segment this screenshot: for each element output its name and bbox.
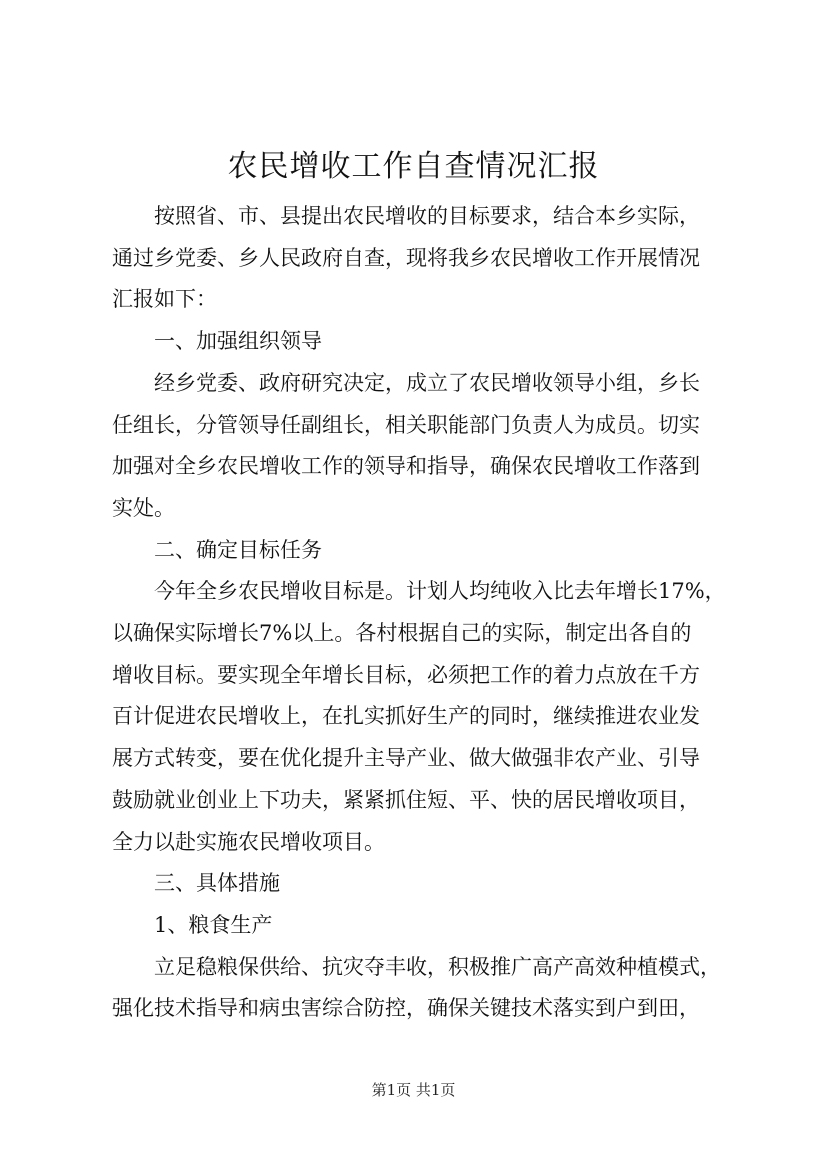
body-line-12: 增收目标。要实现全年增长目标，必须把工作的着力点放在千方 bbox=[112, 662, 700, 687]
subsection-heading-1: 1、粮食生产 bbox=[112, 912, 273, 937]
document-body bbox=[112, 196, 728, 1030]
section-heading-2: 二、确定目标任务 bbox=[112, 537, 322, 562]
body-line-14: 展方式转变，要在优化提升主导产业、做大做强非农产业、引导 bbox=[112, 746, 700, 771]
body-line-1: 按照省、市、县提出农民增收的目标要求，结合本乡实际， bbox=[112, 204, 700, 228]
body-line-16: 全力以赴实施农民增收项目。 bbox=[112, 829, 385, 854]
body-line-5: 经乡党委、政府研究决定，成立了农民增收领导小组，乡长 bbox=[112, 370, 700, 395]
body-line-11: 以确保实际增长7%以上。各村根据自己的实际，制定出各自的 bbox=[112, 621, 692, 646]
body-line-19: 立足稳粮保供给、抗灾夺丰收，积极推广高产高效种植模式， bbox=[112, 954, 721, 979]
section-heading-3: 三、具体措施 bbox=[112, 871, 280, 896]
body-line-3: 汇报如下： bbox=[112, 287, 217, 312]
section-heading-1: 一、加强组织领导 bbox=[112, 329, 322, 354]
body-line-2: 通过乡党委、乡人民政府自查，现将我乡农民增收工作开展情况 bbox=[112, 245, 700, 270]
body-line-7: 加强对全乡农民增收工作的领导和指导，确保农民增收工作落到 bbox=[112, 454, 700, 479]
body-line-8: 实处。 bbox=[112, 495, 175, 520]
body-line-20: 强化技术指导和病虫害综合防控，确保关键技术落实到户到田， bbox=[112, 996, 700, 1021]
page-number-footer: 第1页 共1页 bbox=[371, 1081, 456, 1099]
document-title: 农民增收工作自查情况汇报 bbox=[227, 149, 600, 184]
body-line-6: 任组长，分管领导任副组长，相关职能部门负责人为成员。切实 bbox=[112, 412, 700, 437]
body-line-15: 鼓励就业创业上下功夫，紧紧抓住短、平、快的居民增收项目， bbox=[112, 787, 700, 812]
body-line-13: 百计促进农民增收上，在扎实抓好生产的同时，继续推进农业发 bbox=[112, 704, 700, 729]
body-line-10: 今年全乡农民增收目标是。计划人均纯收入比去年增长17%， bbox=[112, 579, 726, 604]
